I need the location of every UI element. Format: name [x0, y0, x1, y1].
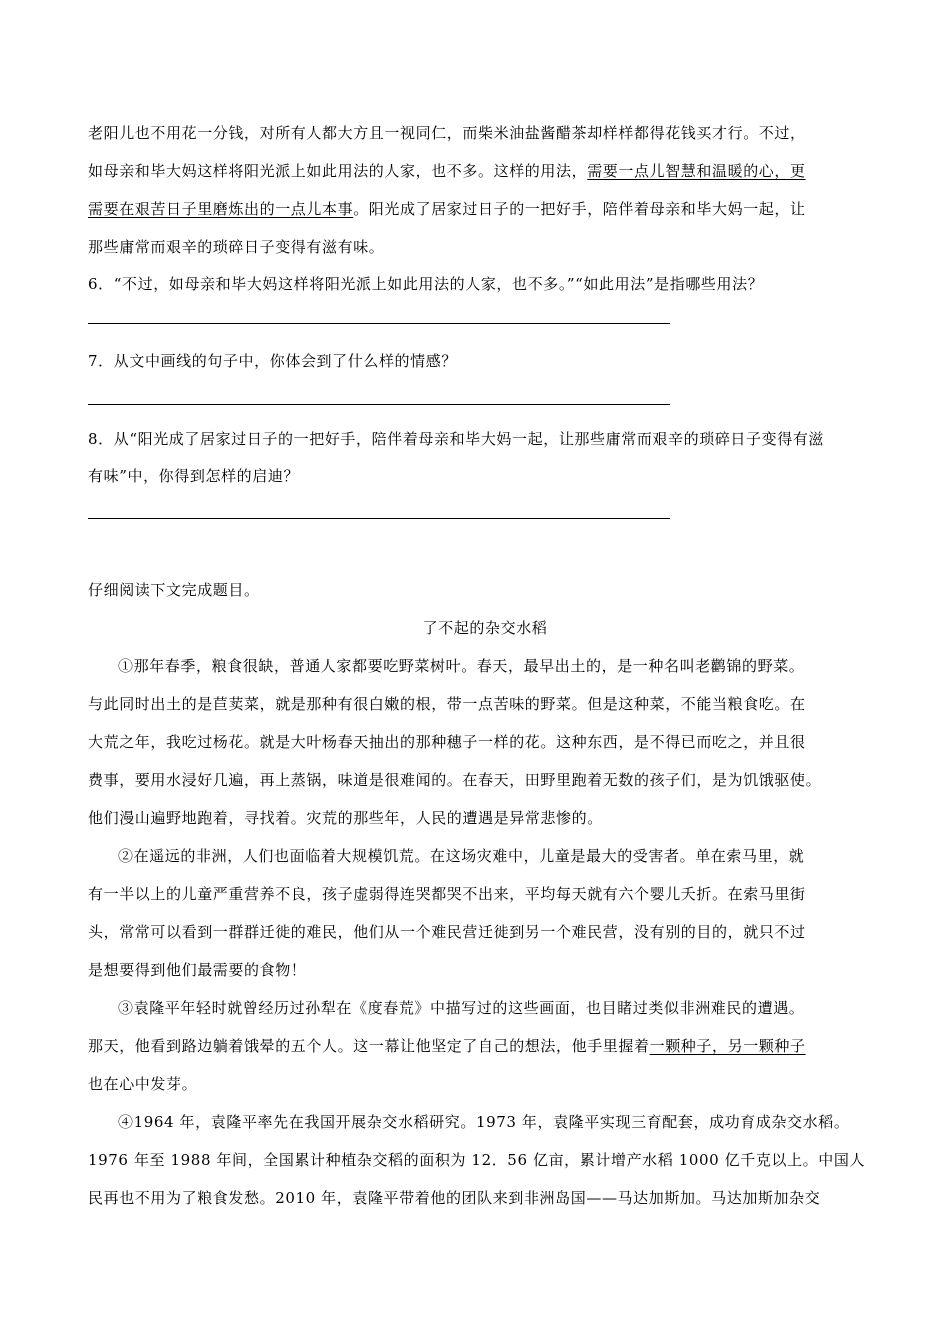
article-line: 有一半以上的儿童严重营养不良，孩子虚弱得连哭都哭不出来，平均每天就有六个婴儿夭折。在索马里街	[88, 885, 806, 903]
article-line: 头，常常可以看到一群群迁徙的难民，他们从一个难民营迁徙到另一个难民营，没有别的目的，就只不过	[88, 923, 806, 941]
article-line: 是想要得到他们最需要的食物！	[88, 961, 307, 979]
article-line: ④1964 年，袁隆平率先在我国开展杂交水稻研究。1973 年，袁隆平实现三育配套，成功育成杂交水稻。	[118, 1113, 850, 1131]
article-line: 也在心中发芽。	[88, 1075, 198, 1093]
question-6: 6．“不过，如母亲和毕大妈这样将阳光派上如此用法的人家，也不多。”“如此用法”是指哪些用法？	[88, 275, 764, 293]
instruction: 仔细阅读下文完成题目。	[88, 581, 260, 599]
article-line	[88, 1036, 806, 1056]
answer-line[interactable]	[88, 518, 670, 519]
article-line: 与此同时出土的是苣荬菜，就是那种有很白嫩的根，带一点苦味的野菜。但是这种菜，不能当粮食吃。在	[88, 695, 806, 713]
passage-line	[88, 161, 806, 181]
passage-line: 老阳儿也不用花一分钱，对所有人都大方且一视同仁，而柴米油盐酱醋茶却样样都得花钱买才行。不过，	[88, 124, 806, 142]
article-text: 那天，他看到路边躺着饿晕的五个人。这一幕让他坚定了自己的想法，他手里握着	[88, 1037, 650, 1055]
article-title: 了不起的杂交水稻	[422, 619, 548, 637]
article-line: 民再也不用为了粮食发愁。2010 年，袁隆平带着他的团队来到非洲岛国——马达加斯加。马达加斯加杂交	[88, 1189, 821, 1207]
article-line: 大荒之年，我吃过杨花。就是大叶杨春天抽出的那种穗子一样的花。这种东西，是不得已而吃之，并且很	[88, 733, 806, 751]
underlined-sentence: 需要一点儿智慧和温暖的心，更	[587, 162, 806, 180]
passage-line	[88, 199, 806, 219]
article-line: ②在遥远的非洲，人们也面临着大规模饥荒。在这场灾难中，儿童是最大的受害者。单在索马里，就	[118, 847, 805, 865]
passage-line: 那些庸常而艰辛的琐碎日子变得有滋有味。	[88, 238, 385, 256]
article-line: 费事，要用水浸好几遍，再上蒸锅，味道是很难闻的。在春天，田野里跑着无数的孩子们，是为饥饿驱使。	[88, 771, 822, 789]
question-8-cont: 有味”中，你得到怎样的启迪？	[88, 467, 300, 485]
answer-line[interactable]	[88, 404, 670, 405]
passage-text: 。阳光成了居家过日子的一把好手，陪伴着母亲和毕大妈一起，让	[353, 200, 806, 218]
answer-line[interactable]	[88, 323, 670, 324]
article-line: ①那年春季，粮食很缺，普通人家都要吃野菜树叶。春天，最早出土的，是一种名叫老鹳锦的野菜。	[118, 657, 805, 675]
article-line: 他们漫山遍野地跑着，寻找着。灾荒的那些年，人民的遭遇是异常悲惨的。	[88, 809, 603, 827]
article-line: 1976 年至 1988 年间，全国累计种植杂交稻的面积为 12．56 亿亩，累计增产水稻 1000 亿千克以上。中国人	[88, 1151, 866, 1169]
passage-text: 如母亲和毕大妈这样将阳光派上如此用法的人家，也不多。这样的用法，	[88, 162, 588, 180]
question-7: 7．从文中画线的句子中，你体会到了什么样的情感？	[88, 352, 457, 370]
question-8: 8．从“阳光成了居家过日子的一把好手，陪伴着母亲和毕大妈一起，让那些庸常而艰辛的琐碎日子变得有滋	[88, 430, 825, 448]
article-line: ③袁隆平年轻时就曾经历过孙犁在《度春荒》中描写过的这些画面，也目睹过类似非洲难民的遭遇。	[118, 999, 805, 1017]
underlined-sentence: 需要在艰苦日子里磨炼出的一点儿本事	[88, 200, 354, 218]
underlined-phrase: 一颗种子，另一颗种子	[649, 1037, 806, 1055]
